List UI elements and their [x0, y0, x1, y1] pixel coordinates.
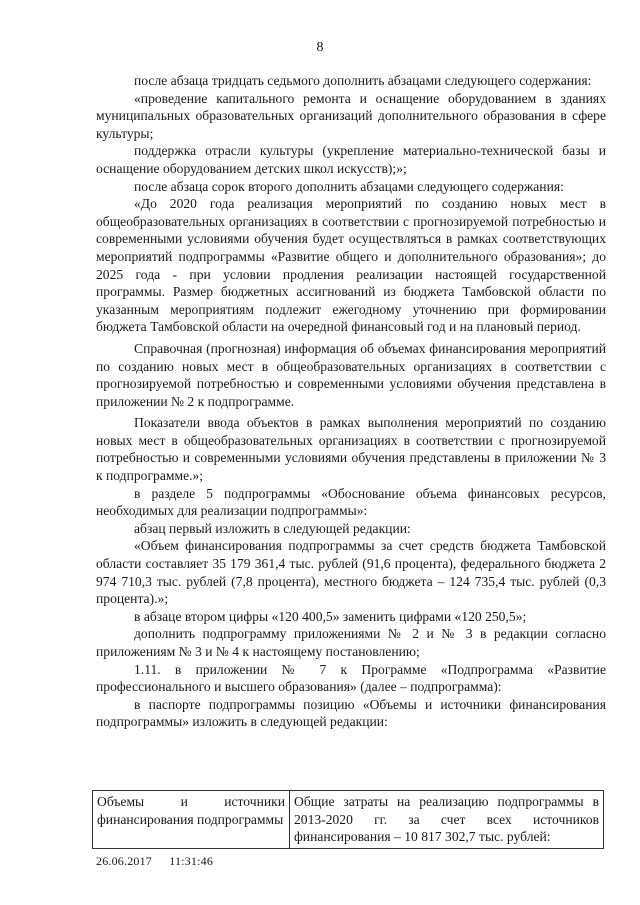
paragraph: поддержка отрасли культуры (укрепление материально-технической базы и оснащение оборудованием детских школ искусств);»; [96, 143, 606, 176]
paragraph: дополнить подпрограмму приложениями № 2 и № 3 в редакции согласно приложениям № 3 и № 4 к настоящему постановлению; [96, 626, 606, 659]
paragraph: в разделе 5 подпрограммы «Обоснование объема финансовых ресурсов, необходимых для реализации подпрограммы»: [96, 485, 606, 519]
paragraph: в абзаце втором цифры «120 400,5» заменить цифрами «120 250,5»; [134, 608, 527, 624]
print-date: 26.06.2017 [96, 854, 152, 868]
paragraph: после абзаца тридцать седьмого дополнить абзацами следующего содержания: [134, 73, 592, 88]
table-cell-label: Объемы и источники финансирования подпрограммы [93, 791, 290, 849]
page-number: 8 [316, 40, 324, 55]
paragraph: «проведение капитального ремонта и оснащение оборудованием в зданиях муниципальных образовательных организаций дополнительного образования в сфере культуры; [96, 90, 606, 141]
paragraph: 1.11. в приложении № 7 к Программе «Подпрограмма «Развитие профессионального и высшего образования» (далее – подпрограмма): [96, 661, 606, 695]
table-row [93, 791, 604, 849]
table-cell-value: Общие затраты на реализацию подпрограммы в 2013-2020 гг. за счет всех источников финансирования – 10 817 302,7 тыс. рублей: [290, 791, 604, 849]
print-time: 11:31:46 [169, 854, 214, 868]
print-timestamp [96, 854, 213, 869]
paragraph: после абзаца сорок второго дополнить абзацами следующего содержания: [134, 178, 564, 194]
paragraph: в паспорте подпрограммы позицию «Объемы и источники финансирования подпрограммы» изложить в следующей редакции: [96, 696, 606, 730]
paragraph: абзац первый изложить в следующей редакции: [134, 520, 411, 536]
passport-table [92, 790, 604, 849]
paragraph: Показатели ввода объектов в рамках выполнения мероприятий по созданию новых мест в общеобразовательных организациях в соответствии с прогнозируемой потребностью и современными условиями обучения представлены в приложении № 3 к подпрограмме.»; [96, 415, 606, 484]
paragraph: «Объем финансирования подпрограммы за счет средств бюджета Тамбовской области составляет 35 179 361,4 тыс. рублей (91,6 процента), федерального бюджета 2 974 710,3 тыс. рублей (7,8 процента), местного бюджета – 124 735,4 тыс. рублей (0,3 процента).»; [96, 538, 606, 607]
document-body [96, 72, 606, 731]
paragraph: «До 2020 года реализация мероприятий по созданию новых мест в общеобразовательных организациях в соответствии с прогнозируемой потребностью и современными условиями обучения будет осуществляться в рамках соответствующих мероприятий подпрограммы «Развитие общего и дополнительного образования»; до 2025 года - при условии продления реализации настоящей государственной программы. Размер бюджетных ассигнований из бюджета Тамбовской области по указанным мероприятиям подлежит ежегодному уточнению при формировании бюджета Тамбовской области на очередной финансовый год и на плановый период. [96, 196, 606, 335]
paragraph: Справочная (прогнозная) информация об объемах финансирования мероприятий по созданию новых мест в общеобразовательных организациях в соответствии с прогнозируемой потребностью и современными условиями обучения представлена в приложении № 2 к подпрограмме. [96, 340, 606, 409]
